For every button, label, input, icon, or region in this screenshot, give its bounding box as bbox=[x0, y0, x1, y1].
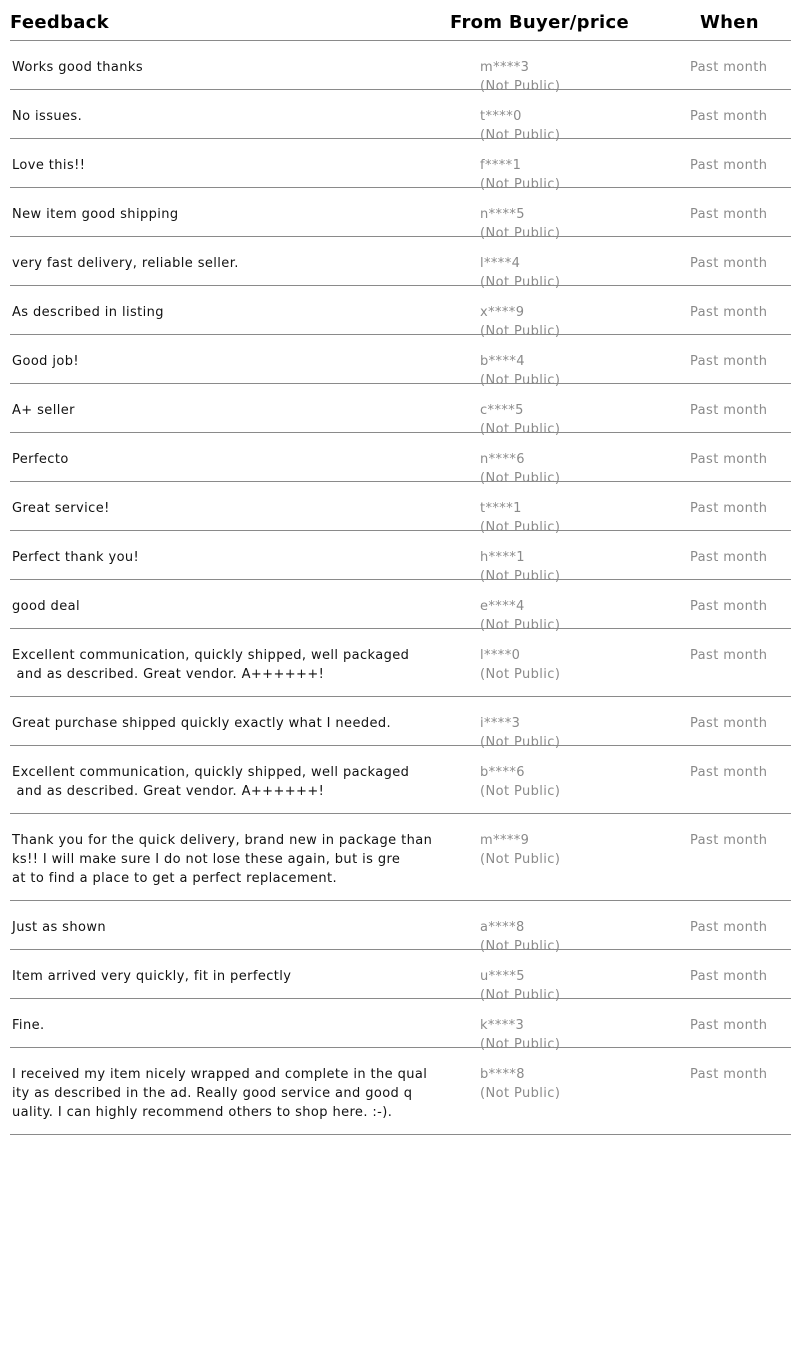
price-visibility-label: (Not Public) bbox=[480, 618, 561, 633]
buyer-id: t****1 bbox=[480, 501, 522, 516]
buyer-id: c****5 bbox=[480, 403, 524, 418]
when-text: Past month bbox=[690, 833, 768, 848]
when-text: Past month bbox=[690, 920, 768, 935]
table-row bbox=[10, 90, 791, 143]
feedback-text: Fine. bbox=[12, 1018, 45, 1033]
price-visibility-label: (Not Public) bbox=[480, 852, 561, 867]
when-text: Past month bbox=[690, 256, 768, 271]
when-text: Past month bbox=[690, 305, 768, 320]
buyer-id: b****6 bbox=[480, 765, 525, 780]
table-row bbox=[10, 335, 791, 388]
price-visibility-label: (Not Public) bbox=[480, 79, 561, 94]
buyer-cell bbox=[480, 763, 560, 801]
when-column-header: When bbox=[700, 12, 759, 33]
price-visibility-label: (Not Public) bbox=[480, 569, 561, 584]
feedback-text: Good job! bbox=[12, 354, 79, 369]
when-text: Past month bbox=[690, 1067, 768, 1082]
feedback-text: very fast delivery, reliable seller. bbox=[12, 256, 239, 271]
table-row bbox=[10, 746, 791, 814]
table-header bbox=[10, 0, 791, 41]
when-text: Past month bbox=[690, 207, 768, 222]
buyer-id: n****5 bbox=[480, 207, 525, 222]
price-visibility-label: (Not Public) bbox=[480, 128, 561, 143]
feedback-text: Perfect thank you! bbox=[12, 550, 140, 565]
price-visibility-label: (Not Public) bbox=[480, 988, 561, 1003]
table-row bbox=[10, 482, 791, 535]
buyer-id: l****4 bbox=[480, 256, 521, 271]
table-row bbox=[10, 237, 791, 290]
feedback-text: No issues. bbox=[12, 109, 83, 124]
buyer-id: m****9 bbox=[480, 833, 530, 848]
table-row bbox=[10, 41, 791, 94]
feedback-text: New item good shipping bbox=[12, 207, 179, 222]
buyer-id: b****4 bbox=[480, 354, 525, 369]
buyer-cell bbox=[480, 831, 560, 869]
feedback-rows bbox=[10, 41, 791, 1135]
price-visibility-label: (Not Public) bbox=[480, 226, 561, 241]
when-text: Past month bbox=[690, 1018, 768, 1033]
feedback-text: Excellent communication, quickly shipped, well packaged and as described. Great vendor. A++++++! bbox=[12, 648, 410, 682]
when-text: Past month bbox=[690, 158, 768, 173]
table-row bbox=[10, 697, 791, 750]
when-text: Past month bbox=[690, 648, 768, 663]
price-visibility-label: (Not Public) bbox=[480, 520, 561, 535]
when-text: Past month bbox=[690, 969, 768, 984]
table-row bbox=[10, 139, 791, 192]
buyer-id: e****4 bbox=[480, 599, 525, 614]
table-row bbox=[10, 629, 791, 697]
feedback-text: I received my item nicely wrapped and complete in the qual ity as described in the ad. Really good service and good q uality. I can highly recommend others to shop here. :-). bbox=[12, 1067, 428, 1120]
when-text: Past month bbox=[690, 60, 768, 75]
feedback-text: A+ seller bbox=[12, 403, 75, 418]
price-visibility-label: (Not Public) bbox=[480, 1037, 561, 1052]
price-visibility-label: (Not Public) bbox=[480, 784, 561, 799]
buyer-id: u****5 bbox=[480, 969, 525, 984]
table-row bbox=[10, 1048, 791, 1135]
when-text: Past month bbox=[690, 550, 768, 565]
when-text: Past month bbox=[690, 403, 768, 418]
price-visibility-label: (Not Public) bbox=[480, 275, 561, 290]
feedback-column-header: Feedback bbox=[10, 12, 109, 33]
price-visibility-label: (Not Public) bbox=[480, 373, 561, 388]
feedback-text: Perfecto bbox=[12, 452, 69, 467]
price-visibility-label: (Not Public) bbox=[480, 422, 561, 437]
buyer-id: x****9 bbox=[480, 305, 525, 320]
when-text: Past month bbox=[690, 765, 768, 780]
table-row bbox=[10, 531, 791, 584]
table-row bbox=[10, 384, 791, 437]
feedback-table bbox=[10, 0, 791, 1135]
table-row bbox=[10, 188, 791, 241]
feedback-text: Love this!! bbox=[12, 158, 86, 173]
when-text: Past month bbox=[690, 501, 768, 516]
buyer-id: f****1 bbox=[480, 158, 522, 173]
price-visibility-label: (Not Public) bbox=[480, 939, 561, 954]
buyer-id: k****3 bbox=[480, 1018, 525, 1033]
feedback-text: Great purchase shipped quickly exactly what I needed. bbox=[12, 716, 392, 731]
buyer-id: i****3 bbox=[480, 716, 521, 731]
when-text: Past month bbox=[690, 354, 768, 369]
price-visibility-label: (Not Public) bbox=[480, 735, 561, 750]
feedback-text: Just as shown bbox=[12, 920, 106, 935]
when-text: Past month bbox=[690, 716, 768, 731]
feedback-text: Works good thanks bbox=[12, 60, 144, 75]
when-text: Past month bbox=[690, 109, 768, 124]
buyer-id: t****0 bbox=[480, 109, 522, 124]
buyer-id: a****8 bbox=[480, 920, 525, 935]
table-row bbox=[10, 999, 791, 1052]
feedback-text: Great service! bbox=[12, 501, 110, 516]
price-visibility-label: (Not Public) bbox=[480, 177, 561, 192]
table-row bbox=[10, 433, 791, 486]
when-text: Past month bbox=[690, 599, 768, 614]
buyer-id: h****1 bbox=[480, 550, 525, 565]
table-row bbox=[10, 814, 791, 901]
from-buyer-price-column-header: From Buyer/price bbox=[450, 12, 629, 33]
feedback-text: Item arrived very quickly, fit in perfectly bbox=[12, 969, 292, 984]
feedback-text: good deal bbox=[12, 599, 80, 614]
buyer-cell bbox=[480, 646, 560, 684]
table-row bbox=[10, 901, 791, 954]
feedback-text: Thank you for the quick delivery, brand new in package than ks!! I will make sure I do not lose these again, but is gre at to find a place to get a perfect replacement. bbox=[12, 833, 433, 886]
table-row bbox=[10, 950, 791, 1003]
buyer-cell bbox=[480, 1065, 560, 1103]
table-row bbox=[10, 580, 791, 633]
when-text: Past month bbox=[690, 452, 768, 467]
buyer-id: m****3 bbox=[480, 60, 530, 75]
table-row bbox=[10, 286, 791, 339]
price-visibility-label: (Not Public) bbox=[480, 1086, 561, 1101]
feedback-text: Excellent communication, quickly shipped, well packaged and as described. Great vendor. A++++++! bbox=[12, 765, 410, 799]
buyer-id: l****0 bbox=[480, 648, 521, 663]
price-visibility-label: (Not Public) bbox=[480, 667, 561, 682]
buyer-id: n****6 bbox=[480, 452, 525, 467]
price-visibility-label: (Not Public) bbox=[480, 471, 561, 486]
price-visibility-label: (Not Public) bbox=[480, 324, 561, 339]
buyer-id: b****8 bbox=[480, 1067, 525, 1082]
feedback-text: As described in listing bbox=[12, 305, 164, 320]
